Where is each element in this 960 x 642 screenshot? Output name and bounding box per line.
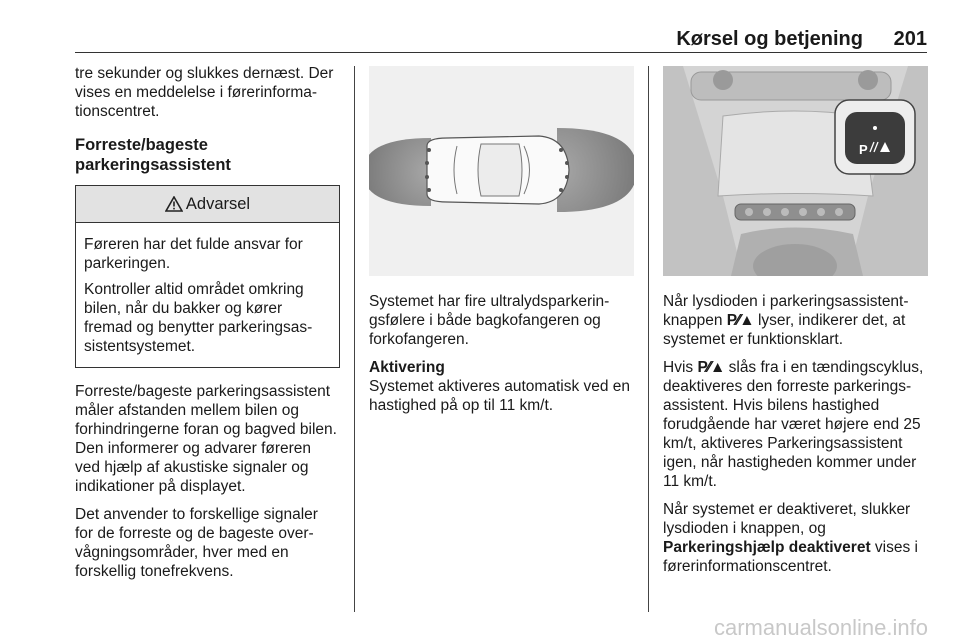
body-paragraph: Systemet aktiveres automatisk ved en hastighed på op til 11 km/t. — [369, 378, 631, 414]
warning-box — [75, 185, 340, 368]
car-sensor-zones-illustration — [369, 66, 634, 276]
header-rule — [75, 52, 927, 53]
intro-paragraph: tre sekunder og slukkes dernæst. Der vises en meddelelse i førerinformationscentret. — [75, 65, 334, 120]
body-paragraph: Systemet har fire ultralydsparkeringsfølere i både bagkofangeren og forkofangeren. — [369, 293, 610, 348]
body-paragraph: Forreste/bageste parkeringsassistent måler afstanden mellem bilen og forhindringerne foran og bagved bilen. Den informerer og advarer føreren ved hjælp af akustiske signaler og indikationer på displayet. — [75, 383, 337, 495]
column-2 — [369, 292, 634, 424]
body-paragraph: Når systemet er deaktiveret, slukker lysdioden i knappen, og Parkeringshjælp deaktiveret vises i førerinformationscentret. — [663, 501, 918, 575]
body-paragraph: Hvis P⁄⁄▲ slås fra i en tændingscyklus, deaktiveres den forreste parkeringsassistent. Hvis bilens hastighed forudgående har været højere end 25 km/t, aktiveres Parkeringsassistent igen, når hastigheden kommer under 11 km/t. — [663, 359, 924, 490]
svg-text:P: P — [859, 142, 868, 157]
parking-assist-icon: P⁄⁄▲ — [726, 312, 754, 329]
warning-body — [76, 223, 339, 367]
subheading-activation: Aktivering — [369, 359, 445, 376]
body-paragraph: Det anvender to forskellige signaler for de forreste og de bageste overvågningsområder, hver med en forskellig tonefrekvens. — [75, 506, 318, 580]
center-console-parking-button-photo — [663, 66, 928, 276]
section-heading: Forreste/bageste parkeringsassistent — [75, 136, 231, 174]
column-divider-1 — [354, 66, 355, 612]
page-number: 201 — [893, 28, 927, 50]
column-3 — [663, 292, 928, 585]
warning-paragraph: Kontroller altid området omkring bilen, når du bakker og kører fremad og benytter parkeringsassistentsystemet. — [84, 281, 313, 355]
parking-assist-icon: P⁄⁄▲ — [697, 359, 725, 376]
column-1 — [75, 64, 340, 590]
column-divider-2 — [648, 66, 649, 612]
watermark: carmanualsonline.info — [713, 615, 928, 640]
warning-header — [76, 186, 339, 223]
warning-triangle-icon — [165, 196, 183, 212]
chapter-title: Kørsel og betjening — [676, 28, 863, 50]
body-paragraph: Når lysdioden i parkeringsassistentknappen P⁄⁄▲ lyser, indikerer det, at systemet er funktionsklart. — [663, 293, 909, 348]
page-header — [75, 28, 927, 52]
warning-title: Advarsel — [185, 194, 251, 213]
warning-paragraph: Føreren har det fulde ansvar for parkeringen. — [84, 236, 303, 272]
